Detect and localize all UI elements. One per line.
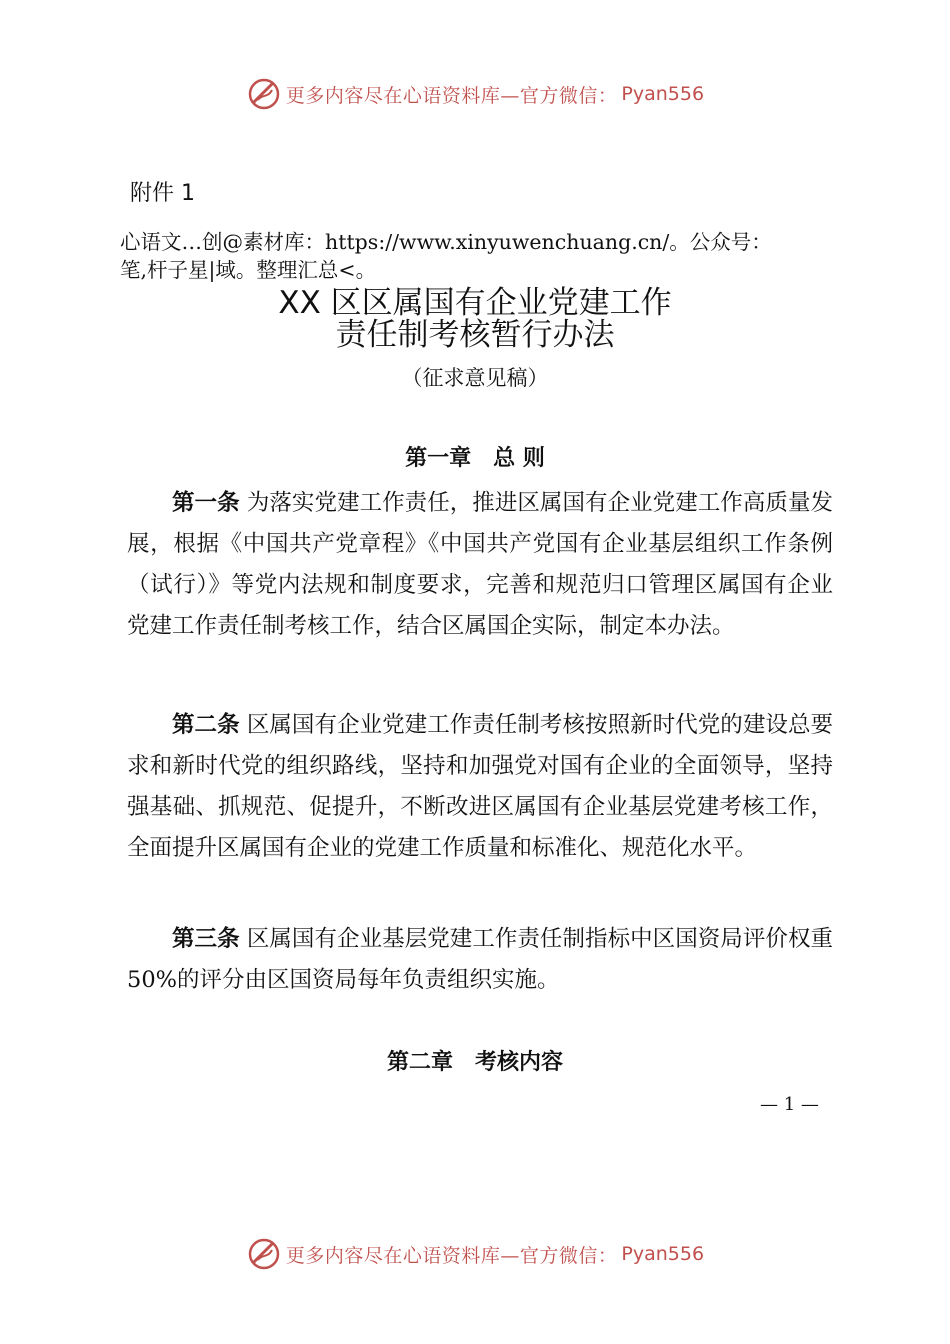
- logo-icon: [246, 1236, 282, 1272]
- article-text: 区属国有企业基层党建工作责任制指标中区国资局评价权重 50%的评分由区国资局每年负责组织实施。: [127, 926, 833, 993]
- chapter-heading-1: 第一章 总 则: [405, 446, 545, 471]
- attachment-label: 附件 1: [130, 181, 195, 206]
- article-2: [127, 705, 833, 869]
- banner-text: 更多内容尽在心语资料库—官方微信：: [285, 84, 618, 107]
- page-number: — 1 —: [760, 1094, 819, 1115]
- banner-wechat-id: Pyan556: [621, 1243, 705, 1265]
- article-label: 第一条: [172, 490, 240, 516]
- source-note: [120, 228, 880, 284]
- article-label: 第二条: [172, 712, 240, 738]
- banner-text: 更多内容尽在心语资料库—官方微信：: [285, 1244, 618, 1267]
- document-subtitle: （征求意见稿）: [401, 366, 549, 390]
- article-text: 区属国有企业党建工作责任制考核按照新时代党的建设总要求和新时代党的组织路线，坚持和加强党对国有企业的全面领导，坚持强基础、抓规范、促提升，不断改进区属国有企业基层党建考核工作，全面提升区属国有企业的党建工作质量和标准化、规范化水平。: [127, 712, 833, 861]
- watermark-banner-bottom: [0, 1234, 950, 1274]
- logo-icon: [246, 76, 282, 112]
- article-1: [127, 483, 833, 647]
- watermark-banner-top: [0, 74, 950, 114]
- article-3: [127, 919, 833, 1001]
- article-label: 第三条: [172, 926, 240, 952]
- source-note-line-2: 笔,杆子星|域。整理汇总<。: [120, 258, 377, 282]
- banner-wechat-id: Pyan556: [621, 83, 705, 105]
- chapter-heading-2: 第二章 考核内容: [386, 1050, 563, 1075]
- article-text: 为落实党建工作责任，推进区属国有企业党建工作高质量发展，根据《中国共产党章程》《中国共产党国有企业基层组织工作条例（试行）》等党内法规和制度要求，完善和规范归口管理区属国有企业党建工作责任制考核工作，结合区属国企实际，制定本办法。: [127, 490, 833, 639]
- document-title-line-2: 责任制考核暂行办法: [335, 317, 615, 353]
- source-note-line-1: 心语文…创@素材库：https://www.xinyuwenchuang.cn/。公众号：: [120, 230, 772, 254]
- document-title-line-1: XX 区区属国有企业党建工作: [278, 285, 672, 321]
